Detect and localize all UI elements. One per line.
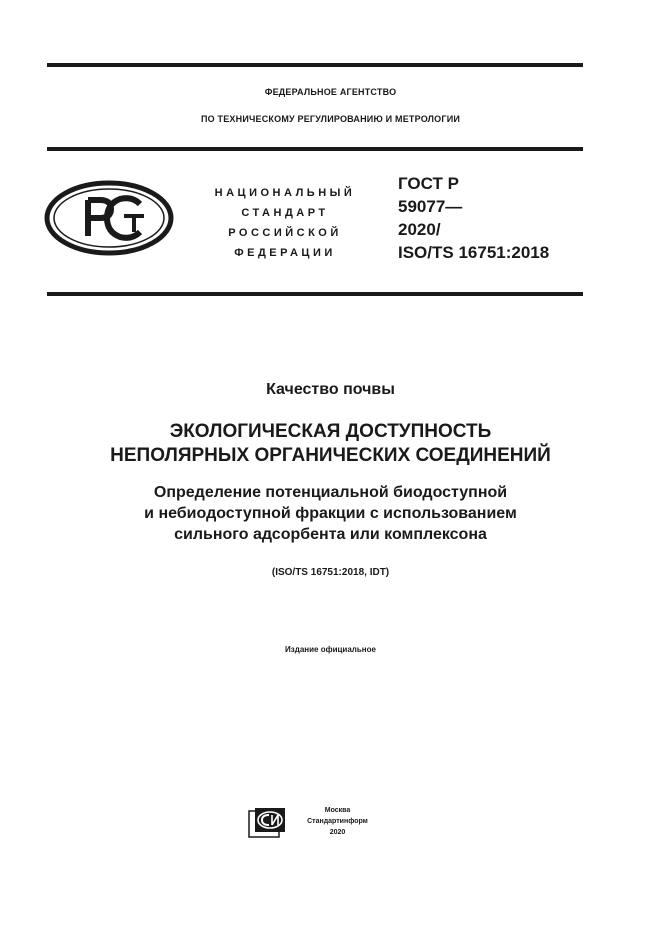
designation-line-4: ISO/TS 16751:2018 — [398, 243, 550, 262]
document-subject: Качество почвы — [266, 381, 395, 398]
header-rule — [47, 147, 583, 151]
agency-line-1: ФЕДЕРАЛЬНОЕ АГЕНТСТВО — [264, 87, 397, 97]
edition-note: Издание официальное — [285, 645, 376, 654]
title-line-1: ЭКОЛОГИЧЕСКАЯ ДОСТУПНОСТЬ — [169, 421, 492, 442]
designation-line-3: 2020/ — [398, 220, 441, 239]
gost-r-logo-icon — [44, 180, 174, 261]
standard-designation — [398, 172, 549, 264]
publisher-city: Москва — [324, 807, 351, 814]
standard-line-4: ФЕДЕРАЦИИ — [234, 247, 336, 259]
logo-rule — [47, 292, 583, 296]
document-subtitle — [0, 482, 661, 545]
publisher-info — [300, 805, 375, 838]
publisher-year: 2020 — [329, 829, 346, 836]
national-standard-label — [190, 183, 380, 263]
title-line-2: НЕПОЛЯРНЫХ ОРГАНИЧЕСКИХ СОЕДИНЕНИЙ — [110, 445, 551, 466]
iso-reference: (ISO/TS 16751:2018, IDT) — [271, 567, 390, 578]
top-rule — [47, 63, 583, 67]
standartinform-logo-icon — [247, 807, 287, 844]
publisher-name: Стандартинформ — [307, 818, 368, 825]
standard-line-3: РОССИЙСКОЙ — [228, 227, 342, 239]
standard-line-2: СТАНДАРТ — [241, 207, 329, 219]
agency-line-2: ПО ТЕХНИЧЕСКОМУ РЕГУЛИРОВАНИЮ И МЕТРОЛОГИИ — [200, 114, 461, 124]
document-title — [0, 420, 661, 468]
designation-line-2: 59077— — [398, 197, 463, 216]
standard-line-1: НАЦИОНАЛЬНЫЙ — [214, 187, 356, 199]
subtitle-line-3: сильного адсорбента или комплексона — [174, 526, 487, 543]
designation-line-1: ГОСТ Р — [398, 174, 459, 193]
subtitle-line-1: Определение потенциальной биодоступной — [153, 484, 508, 501]
subtitle-line-2: и небиодоступной фракции с использованием — [144, 505, 517, 522]
